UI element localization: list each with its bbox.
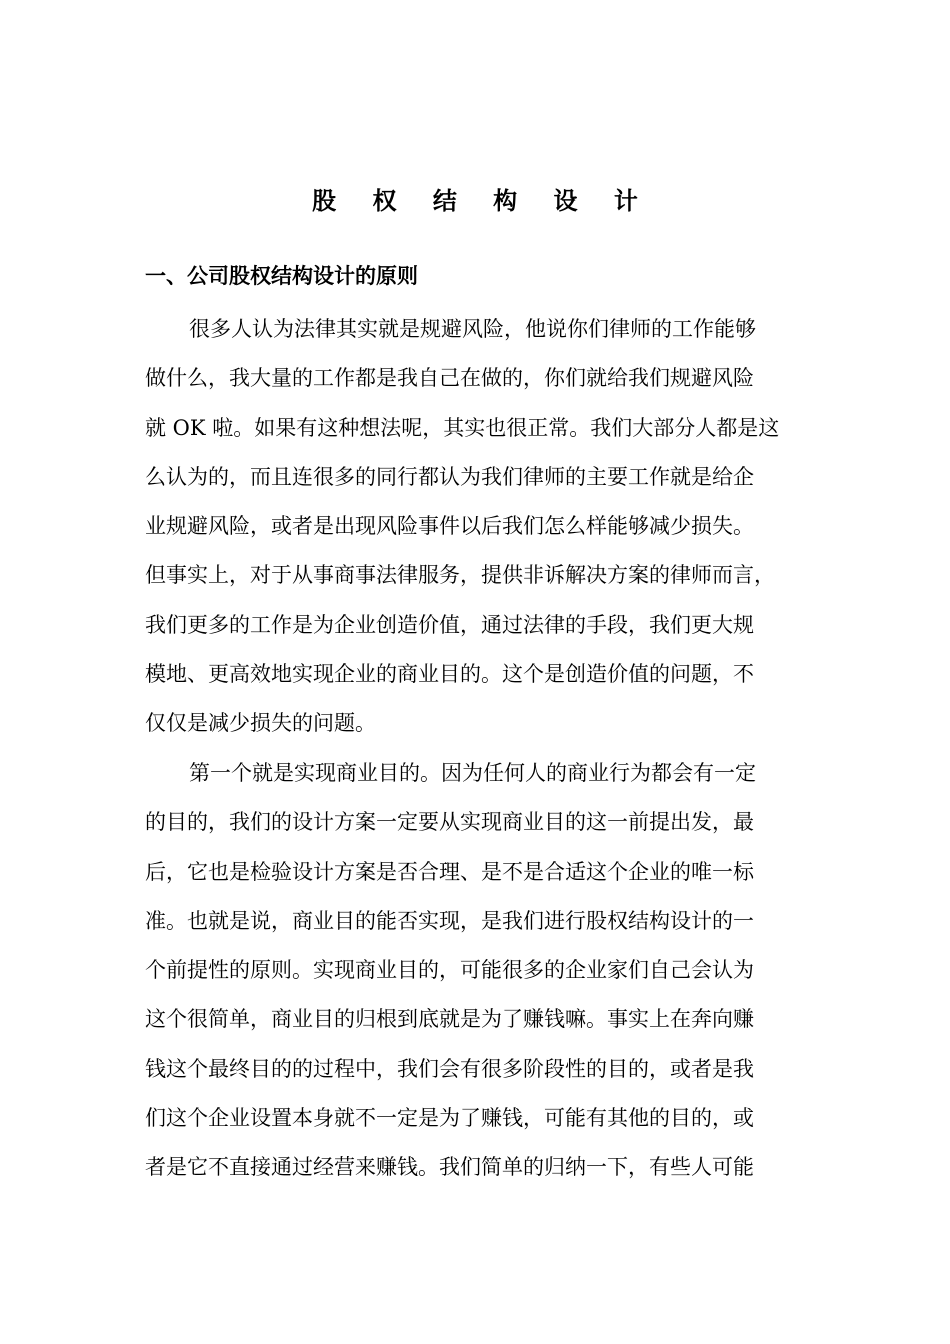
paragraph-line: 就 OK 啦。如果有这种想法呢，其实也很正常。我们大部分人都是这 [145, 415, 780, 440]
paragraph-line: 业规避风险，或者是出现风险事件以后我们怎么样能够减少损失。 [145, 514, 754, 539]
section-heading: 一、公司股权结构设计的原则 [145, 263, 418, 288]
paragraph-line: 准。也就是说，商业目的能否实现，是我们进行股权结构设计的一 [145, 908, 754, 933]
paragraph-line: 这个很简单，商业目的归根到底就是为了赚钱嘛。事实上在奔向赚 [145, 1007, 754, 1032]
paragraph-line: 做什么，我大量的工作都是我自己在做的，你们就给我们规避风险 [145, 366, 754, 391]
paragraph-line: 但事实上，对于从事商事法律服务，提供非诉解决方案的律师而言， [145, 563, 775, 588]
paragraph-1 [145, 305, 815, 749]
paragraph-line: 模地、更高效地实现企业的商业目的。这个是创造价值的问题，不 [145, 662, 754, 687]
paragraph-line: 么认为的，而且连很多的同行都认为我们律师的主要工作就是给企 [145, 464, 754, 489]
paragraph-2 [145, 749, 815, 1193]
document-title: 股 权 结 构 设 计 [312, 186, 652, 215]
paragraph-line: 很多人认为法律其实就是规避风险，他说你们律师的工作能够 [189, 317, 756, 341]
paragraph-line: 我们更多的工作是为企业创造价值，通过法律的手段，我们更大规 [145, 612, 754, 637]
paragraph-line: 者是它不直接通过经营来赚钱。我们简单的归纳一下，有些人可能 [145, 1155, 754, 1180]
paragraph-line: 钱这个最终目的的过程中，我们会有很多阶段性的目的，或者是我 [145, 1056, 754, 1081]
paragraph-line: 个前提性的原则。实现商业目的，可能很多的企业家们自己会认为 [145, 958, 754, 983]
paragraph-line: 仅仅是减少损失的问题。 [145, 711, 376, 736]
paragraph-line: 们这个企业设置本身就不一定是为了赚钱，可能有其他的目的，或 [145, 1106, 754, 1131]
paragraph-line: 的目的，我们的设计方案一定要从实现商业目的这一前提出发，最 [145, 810, 754, 835]
paragraph-line: 后，它也是检验设计方案是否合理、是不是合适这个企业的唯一标 [145, 859, 754, 884]
paragraph-line: 第一个就是实现商业目的。因为任何人的商业行为都会有一定 [189, 761, 756, 785]
